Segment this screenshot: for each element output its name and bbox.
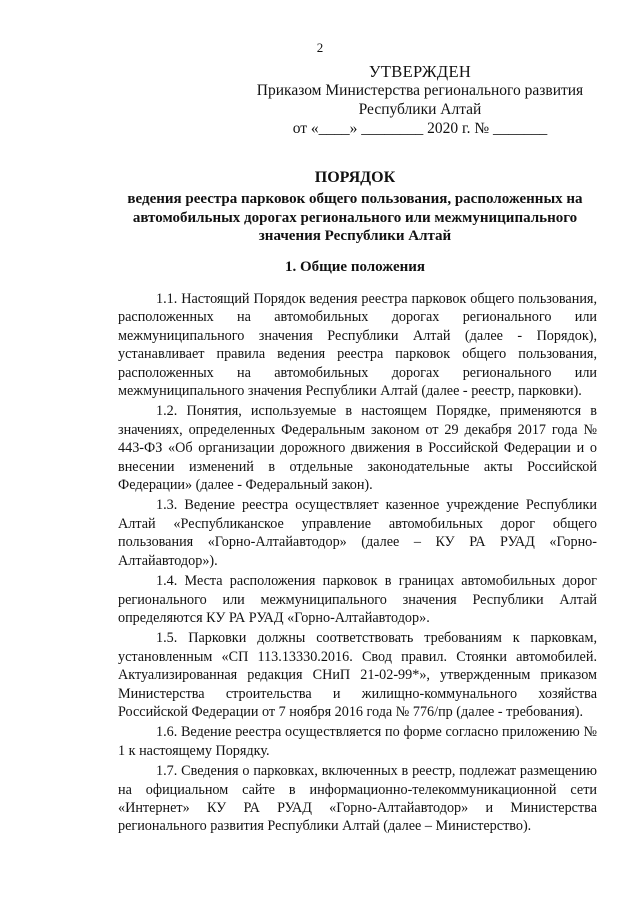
paragraph-1-7: 1.7. Сведения о парковках, включенных в реестр, подлежат размещению на официальном сайте в информационно-телекоммуникационной сети «Интернет» КУ РА РУАД «Горно-Алтайавтодор» и Министерства регионального развития Республики Алтай (далее – Министерство). <box>118 763 597 835</box>
section-heading: 1. Общие положения <box>284 259 426 275</box>
paragraph-1-2: 1.2. Понятия, используемые в настоящем Порядке, применяются в значениях, определенных Федеральным законом от 29 декабря 2017 года № 443-ФЗ «Об организации дорожного движения в Российской Федерации и о внесении изменений в отдельные законодательные акты Российской Федерации» (далее - Федеральный закон). <box>118 403 597 494</box>
approval-line-3: от «____» ________ 2020 г. № _______ <box>292 120 548 137</box>
paragraph-1-1: 1.1. Настоящий Порядок ведения реестра парковок общего пользования, расположенных на автомобильных дорогах регионального или межмуниципального значения Республики Алтай (далее - Порядок), устанавливает правила ведения реестра парковок общего пользования, расположенных на автомобильных дорогах регионального или межмуниципального значения Республики Алтай (далее - реестр, парковки). <box>118 291 597 400</box>
document-name: ПОРЯДОК <box>314 169 396 186</box>
document-title-block <box>100 168 610 246</box>
approval-stamp <box>255 62 585 138</box>
paragraph-1-3: 1.3. Ведение реестра осуществляет казенное учреждение Республики Алтай «Республиканское управление автомобильных дорог общего пользования «Горно-Алтайавтодор» (далее – КУ РА РУАД «Горно-Алтайавтодор»). <box>118 497 597 569</box>
approval-title: УТВЕРЖДЕН <box>368 62 472 81</box>
section-body <box>118 290 597 838</box>
approval-line-2: Республики Алтай <box>358 101 482 118</box>
paragraph-1-5: 1.5. Парковки должны соответствовать требованиям к парковкам, установленным «СП 113.13330.2016. Свод правил. Стоянки автомобилей. Актуализированная редакция СНиП 21-02-99*», утвержденным приказом Министерства строительства и жилищно-коммунального хозяйства Российской Федерации от 7 ноября 2016 года № 776/пр (далее - требования). <box>118 630 597 720</box>
paragraph-1-4: 1.4. Места расположения парковок в границах автомобильных дорог регионального или межмуниципального значения Республики Алтай определяются КУ РА РУАД «Горно-Алтайавтодор». <box>118 573 597 626</box>
page-number: 2 <box>316 40 324 55</box>
paragraph-1-6: 1.6. Ведение реестра осуществляется по форме согласно приложению № 1 к настоящему Порядку. <box>118 724 597 759</box>
document-subtitle: ведения реестра парковок общего пользования, расположенных на автомобильных дорогах регионального или межмуниципального значения Республики Алтай <box>127 191 583 244</box>
approval-line-1: Приказом Министерства регионального развития <box>256 82 584 99</box>
